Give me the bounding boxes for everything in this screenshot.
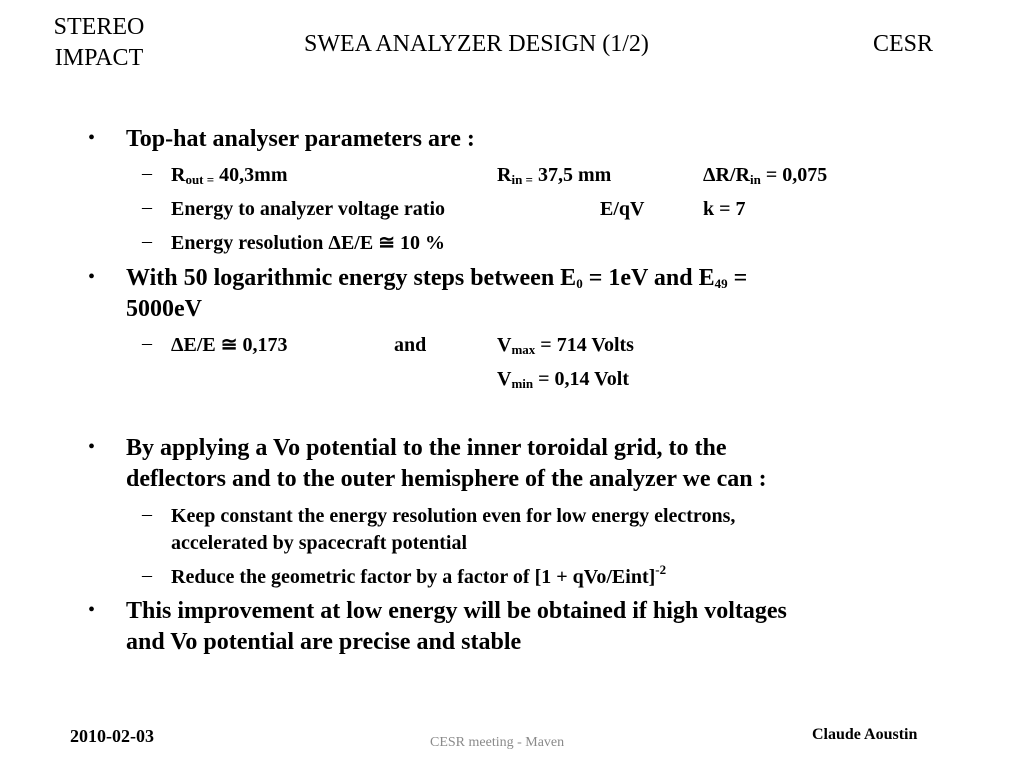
header-left (44, 12, 154, 74)
header-left-line1: STEREO (53, 14, 145, 40)
dash-marker: – (142, 332, 152, 354)
dash-marker: – (142, 162, 152, 184)
header-left-line2: IMPACT (54, 45, 144, 71)
bullet-4-line1: This improvement at low energy will be obtained if high voltages (126, 598, 787, 624)
bullet-dot: • (88, 266, 96, 288)
bullet-3-line1: By applying a Vo potential to the inner toroidal grid, to the (126, 435, 727, 461)
footer-date: 2010-02-03 (70, 726, 154, 746)
energy-resolution: Energy resolution ΔE/E ≅ 10 % (171, 232, 445, 254)
footer-author: Claude Aoustin (812, 726, 918, 743)
v-max-value: $V_{max} = 714$ Volts (497, 334, 634, 357)
dash-marker: – (142, 196, 152, 218)
voltage-ratio-value: k = 7 (703, 198, 746, 220)
bullet-3-sub1-line1: Keep constant the energy resolution even for low energy electrons, (171, 505, 736, 527)
bullet-2-line1: With 50 logarithmic energy steps between $E_0 = 1eV$ and $E_{49}$ = (126, 265, 748, 291)
dash-marker: – (142, 230, 152, 252)
voltage-ratio-symbol: E/qV (600, 198, 645, 220)
bullet-dot: • (88, 599, 96, 621)
dash-marker: – (142, 503, 152, 525)
dash-marker: – (142, 564, 152, 586)
bullet-dot: • (88, 127, 96, 149)
bullet-1-text: Top-hat analyser parameters are : (126, 126, 475, 152)
geometric-factor-text: Reduce the geometric factor by a factor of [1 + qVo/Eint]$^{-2}$ (171, 562, 667, 588)
bullet-4-line2: and Vo potential are precise and stable (126, 629, 522, 655)
bullet-3-line2: deflectors and to the outer hemisphere of the analyzer we can : (126, 466, 767, 492)
and-label: and (394, 334, 427, 356)
voltage-ratio-label: Energy to analyzer voltage ratio (171, 198, 446, 220)
slide-title: SWEA ANALYZER DESIGN (1/2) (304, 31, 649, 57)
r-in-value: $R_{in =}$ 37,5 mm (497, 164, 612, 187)
delta-e-value: ΔE/E ≅ 0,173 (171, 334, 288, 356)
footer-center: CESR meeting - Maven (430, 735, 565, 750)
ratio-value: $\Delta R/R_{in} = 0,075$ (703, 164, 828, 187)
r-out-value: $R_{out =}$ 40,3mm (171, 164, 288, 187)
bullet-3-sub1-line2: accelerated by spacecraft potential (171, 532, 468, 554)
header-right: CESR (873, 31, 934, 57)
v-min-value: $V_{min} = 0,14$ Volt (497, 368, 629, 391)
bullet-2-line2: 5000eV (126, 296, 202, 322)
bullet-dot: • (88, 436, 96, 458)
